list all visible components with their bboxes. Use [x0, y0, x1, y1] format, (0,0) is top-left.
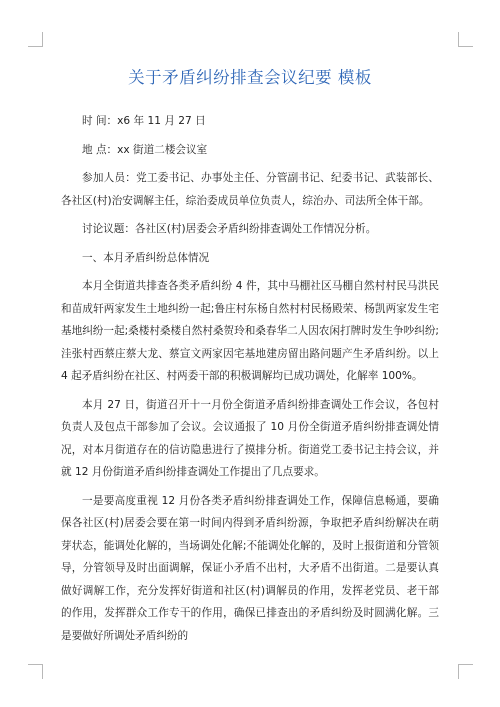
meeting-time: 时 间：x6 年 11 月 27 日 — [82, 115, 206, 127]
attendees: 参加人员：党工委书记、办事处主任、分管副书记、纪委书记、武装部长、各社区(村)治安调解主任，综治委成员单位负责人，综治办、司法所全体干部。 — [61, 172, 439, 207]
crop-mark-top-right — [458, 32, 473, 47]
crop-mark-top-left — [28, 32, 43, 47]
body-paragraph: 本月 27 日，街道召开十一月份全街道矛盾纠纷排查调处工作会议，各包村负责人及包点干部参加了会议。会议通报了 10 月份全街道矛盾纠纷排查调处情况，对本月街道存在的信访隐患进行了摸排分析。街道党工委书记主持会议，并就 12 月份街道矛盾纠纷排查调处工作提出了几点要求。 — [61, 398, 439, 478]
crop-mark-bottom-right — [458, 664, 473, 679]
meeting-location: 地 点：xx 街道二楼会议室 — [82, 143, 208, 156]
body-paragraph: 一是要高度重视 12 月份各类矛盾纠纷排查调处工作，保障信息畅通，要确保各社区(村)居委会要在第一时间内得到矛盾纠纷源，争取把矛盾纠纷解决在萌芽状态，能调处化解的，当场调处化解;不能调处化解的，及时上报街道和分管领导，分管领导及时出面调解，保证小矛盾不出村，大矛盾不出街道。二是要认真做好调解工作，充分发挥好街道和社区(村)调解员的作用，发挥老党员、老干部的作用，发挥群众工作专干的作用，确保已排查出的矛盾纠纷及时圆满化解。三是要做好所调处矛盾纠纷的 — [61, 494, 439, 642]
document-title: 关于矛盾纠纷排查会议纪要 模板 — [128, 68, 372, 87]
body-paragraph: 本月全街道共排查各类矛盾纠纷 4 件，其中马棚社区马棚自然村村民马洪民和苗成轩两家发生土地纠纷一起;鲁庄村东杨自然村村民杨殿荣、杨凯两家发生宅基地纠纷一起;桑楼村桑楼自然村桑贺玲和桑春华二人因农闲打牌时发生争吵纠纷;洼张村西蔡庄蔡大龙、蔡宣文两家因宅基地建房留出路问题产生矛盾纠纷。以上 4 起矛盾纠纷在社区、村两委干部的积极调解均已成功调处，化解率 100%。 — [61, 280, 439, 382]
section-heading: 一、本月矛盾纠纷总体情况 — [82, 251, 210, 264]
discussion-topic: 讨论议题：各社区(村)居委会矛盾纠纷排查调处工作情况分析。 — [82, 223, 377, 235]
crop-mark-bottom-left — [28, 664, 43, 679]
document-body — [61, 110, 439, 653]
